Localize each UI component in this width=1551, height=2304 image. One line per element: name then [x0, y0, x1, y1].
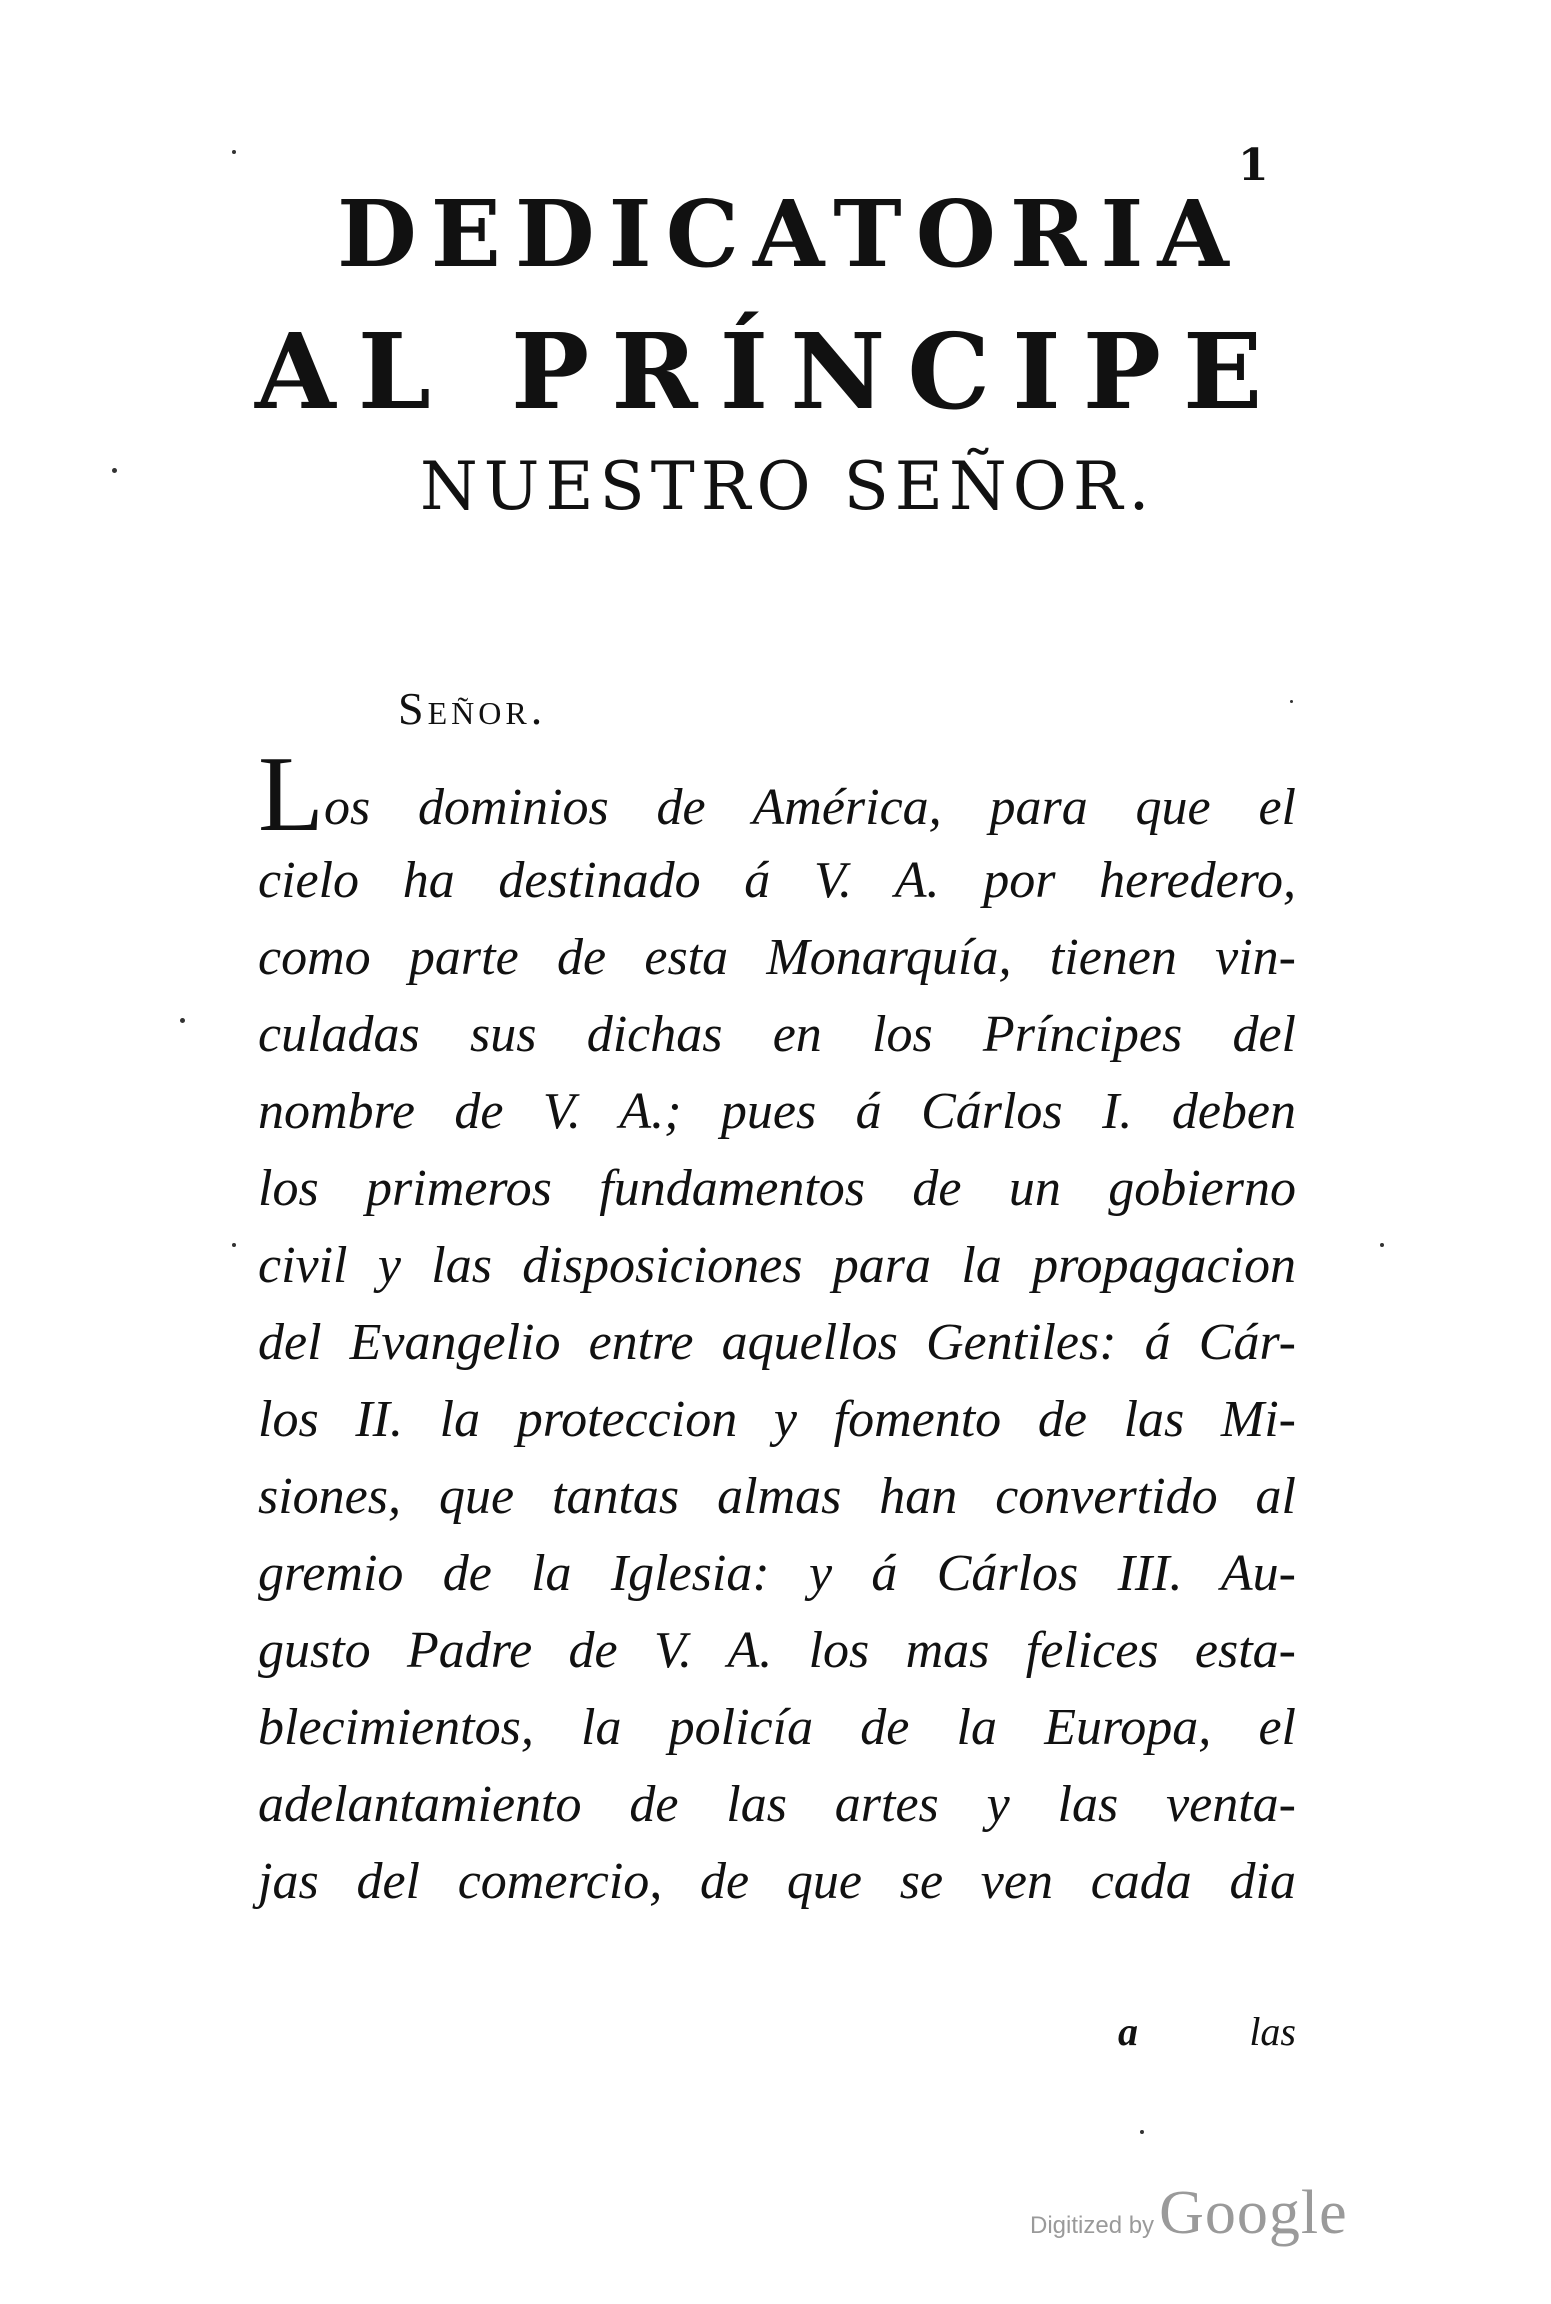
google-logo: Google [1159, 2179, 1348, 2247]
body-line: nombre de V. A.; pues á Cárlos I. deben [258, 1083, 1296, 1140]
body-line: gremio de la Iglesia: y á Cárlos III. Au- [258, 1545, 1296, 1602]
title-line-nuestro-senor: NUESTRO SEÑOR. [420, 448, 1156, 525]
title-line-dedicatoria: DEDICATORIA [337, 180, 1243, 288]
scan-speck [1140, 2130, 1144, 2134]
body-line: los II. la proteccion y fomento de las Mi- [258, 1391, 1296, 1448]
salutation: Señor. [398, 683, 547, 734]
scan-speck [180, 1018, 185, 1023]
body-line: adelantamiento de las artes y las venta- [258, 1776, 1296, 1833]
body-line: los primeros fundamentos de un gobierno [258, 1160, 1296, 1217]
catchword: las [1249, 2009, 1296, 2054]
scan-speck [232, 1243, 236, 1247]
body-line: gusto Padre de V. A. los mas felices esta- [258, 1622, 1296, 1679]
body-line: siones, que tantas almas han convertido al [258, 1468, 1296, 1525]
page-number: 1 [1238, 140, 1269, 191]
scan-speck [112, 468, 117, 473]
digitized-by-watermark [1030, 2178, 1348, 2249]
body-line: culadas sus dichas en los Príncipes del [258, 1006, 1296, 1063]
signature-mark: a [1118, 2009, 1138, 2054]
watermark-prefix: Digitized by [1030, 2212, 1155, 2239]
scan-speck [1290, 700, 1293, 703]
body-line: como parte de esta Monarquía, tienen vin- [258, 929, 1296, 986]
body-line: civil y las disposiciones para la propagacion [258, 1237, 1296, 1294]
body-line [258, 735, 1296, 854]
body-line: cielo ha destinado á V. A. por heredero, [258, 852, 1296, 909]
body-line: jas del comercio, de que se ven cada dia [258, 1853, 1296, 1910]
body-text [258, 735, 1296, 1920]
scan-speck [1380, 1243, 1384, 1247]
scan-speck [232, 150, 236, 154]
body-line: del Evangelio entre aquellos Gentiles: á Cár- [258, 1314, 1296, 1371]
body-line-text: os dominios de América, para que el [323, 779, 1296, 836]
body-line: blecimientos, la policía de la Europa, el [258, 1699, 1296, 1756]
title-line-al-principe: AL PRÍNCIPE [255, 310, 1285, 433]
drop-cap: L [258, 735, 324, 854]
